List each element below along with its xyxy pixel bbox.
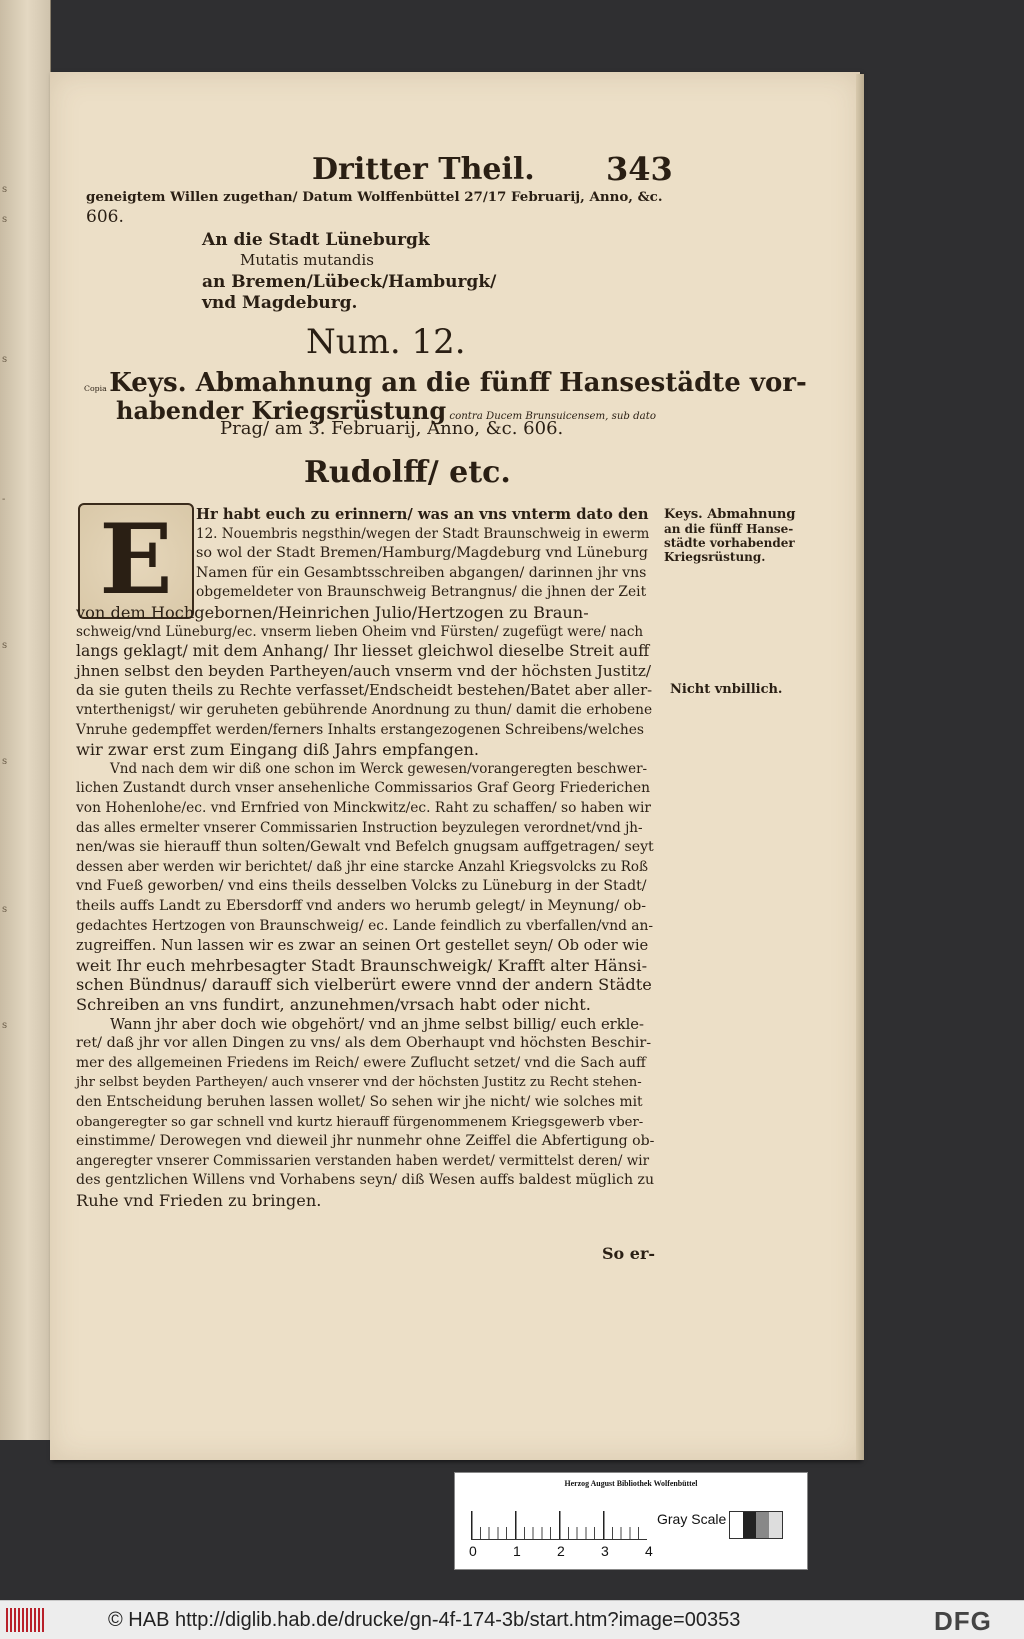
footer-copyright-link[interactable]: © HAB http://diglib.hab.de/drucke/gn-4f-174-3b/start.htm?image=00353 <box>108 1609 741 1631</box>
drop-cap-letter: E <box>99 503 173 616</box>
body-line: Namen für ein Gesambtsschreiben abgangen/ darinnen jhr vns <box>196 564 647 581</box>
body-line: Wann jhr aber doch wie obgehört/ vnd an jhme selbst billig/ euch erkle- <box>110 1015 644 1033</box>
body-line: Vnd nach dem wir diß one schon im Werck gewesen/vorangeregten beschwer- <box>110 760 648 777</box>
margin-note: an die fünff Hanse- <box>664 522 794 536</box>
body-line: da sie guten theils zu Rechte verfasset/Endscheidt bestehen/Batet aber aller- <box>76 682 653 700</box>
barcode-icon <box>6 1608 46 1632</box>
ornamental-drop-cap <box>78 503 194 619</box>
body-line: vnterthenigst/ wir geruheten gebührende Anordnung zu thun/ damit die erhobene <box>76 702 653 718</box>
body-line: das alles ermelter vnserer Commissarien Instruction beyzulegen verordnet/vnd jh- <box>76 819 643 836</box>
margin-note: Kriegsrüstung. <box>664 550 766 564</box>
gray-scale-swatch <box>729 1511 783 1539</box>
body-line: obgemeldeter von Braunschweig Betrangnus/ die jhnen der Zeit <box>196 584 647 601</box>
body-line: von Hohenlohe/ec. vnd Ernfried von Minckwitz/ec. Raht zu schaffen/ so haben wir <box>76 800 651 816</box>
body-line: jhnen selbst den beyden Partheyen/auch vnserm vnd der höchsten Justitz/ <box>76 661 652 680</box>
heading-main: Keys. Abmahnung an die fünff Hansestädte vor- <box>109 368 807 398</box>
gray-step <box>730 1512 743 1538</box>
body-line: lichen Zustandt durch vnser ansehenliche Commissarios Graf Georg Friederichen <box>76 780 651 797</box>
ruler-number: 1 <box>513 1543 521 1559</box>
address-line: An die Stadt Lüneburgk <box>202 230 430 250</box>
body-line: Ruhe vnd Frieden zu bringen. <box>76 1191 322 1210</box>
document-number-title: Num. 12. <box>306 322 466 362</box>
body-line: Hr habt euch zu erinnern/ was an vns vnterm dato den <box>196 506 649 523</box>
heading-main: habender Kriegsrüstung <box>116 396 447 425</box>
left-margin-mark: s <box>2 1020 8 1031</box>
left-margin-mark: s <box>2 904 8 915</box>
left-margin-mark: s <box>2 354 8 365</box>
gray-step <box>769 1512 782 1538</box>
body-line: nen/was sie hierauff thun solten/Gewalt vnd Befelch gnugsam auffgetragen/ seyt <box>76 839 654 856</box>
body-line: 12. Nouembris negsthin/wegen der Stadt Braunschweig in ewerm <box>196 525 650 542</box>
ruler-number: 3 <box>601 1543 609 1559</box>
body-line: mer des allgemeinen Friedens im Reich/ ewere Zuflucht setzet/ vnd die Sach auff <box>76 1054 646 1071</box>
sender-heading: Rudolff/ etc. <box>304 455 511 490</box>
left-margin-mark: s <box>2 214 8 225</box>
library-color-card <box>454 1472 808 1570</box>
body-line: langs geklagt/ mit dem Anhang/ Ihr liesset gleichwol dieselbe Streit auff <box>76 642 650 661</box>
body-line: weit Ihr euch mehrbesagter Stadt Braunschweigk/ Krafft alter Hänsi- <box>76 955 648 975</box>
library-name: Herzog August Bibliothek Wolfenbüttel <box>564 1479 698 1488</box>
top-line: geneigtem Willen zugethan/ Datum Wolffenbüttel 27/17 Februarij, Anno, &c. <box>86 189 663 205</box>
body-line: angeregter vnserer Commissarien verstanden haben werdet/ vermittelst deren/ wir <box>76 1152 650 1169</box>
gray-step <box>756 1512 769 1538</box>
body-line: theils auffs Landt zu Ebersdorff vnd anders wo herumb gelegt/ in Meynung/ ob- <box>76 898 646 914</box>
body-line: schen Bündnus/ darauff sich vielberürt ewere vnnd der andern Städte <box>76 975 652 995</box>
gray-step <box>743 1512 756 1538</box>
body-line: den Entscheidung beruhen lassen wollet/ So sehen wir jhe nicht/ wie solches mit <box>76 1094 643 1110</box>
body-line: wir zwar erst zum Eingang diß Jahrs empfangen. <box>76 740 480 760</box>
body-line: gedachtes Hertzogen von Braunschweig/ ec. Lande feindlich zu vberfallen/vnd an- <box>76 917 654 934</box>
body-line: einstimme/ Derowegen vnd dieweil jhr nunmehr ohne Zeiffel die Abfertigung ob- <box>76 1133 655 1150</box>
left-margin-mark: s <box>2 640 8 651</box>
dfg-logo: DFG <box>934 1606 992 1636</box>
body-line: schweig/vnd Lüneburg/ec. vnserm lieben Oheim vnd Fürsten/ zugefügt were/ nach <box>76 623 644 640</box>
copia-prefix: Copia <box>84 384 107 393</box>
address-line: an Bremen/Lübeck/Hamburgk/ <box>202 272 497 292</box>
running-header-title: Dritter Theil. <box>312 152 535 187</box>
body-line: obangeregter so gar schnell vnd kurtz hierauff fürgenommenem Kriegsgewerb vber- <box>76 1114 644 1130</box>
body-line: von dem Hochgebornen/Heinrichen Julio/Hertzogen zu Braun- <box>76 603 589 622</box>
left-margin-mark: - <box>2 494 6 505</box>
document-heading-line-1 <box>84 368 807 398</box>
ruler-number: 4 <box>645 1543 653 1559</box>
catchword: So er- <box>602 1244 656 1263</box>
address-line: vnd Magdeburg. <box>202 293 358 313</box>
body-line: jhr selbst beyden Partheyen/ auch vnserer vnd der höchsten Justitz zu Recht stehen- <box>76 1075 642 1091</box>
body-line: Vnruhe gedempffet werden/ferners Inhalts erstangezogenen Schreibens/welches <box>76 721 645 738</box>
body-line: Schreiben an vns fundirt, anzunehmen/vrsach habt oder nicht. <box>76 995 591 1014</box>
gray-scale-label: Gray Scale <box>657 1511 727 1527</box>
left-page-edge <box>0 0 51 1440</box>
body-line: so wol der Stadt Bremen/Hamburg/Magdeburg vnd Lüneburg <box>196 545 648 562</box>
ruler-number: 2 <box>557 1543 565 1559</box>
address-line: Mutatis mutandis <box>240 251 374 269</box>
left-margin-mark: s <box>2 184 8 195</box>
margin-note: Nicht vnbillich. <box>670 682 783 697</box>
body-line: dessen aber werden wir berichtet/ daß jhr eine starcke Anzahl Kriegsvolcks zu Roß <box>76 858 649 875</box>
margin-note: städte vorhabender <box>664 536 795 550</box>
body-line: vnd Fueß geworben/ vnd eins theils desselben Volcks zu Lüneburg in der Stadt/ <box>76 878 647 895</box>
top-line: 606. <box>86 207 124 227</box>
footer-bar <box>0 1600 1024 1639</box>
document-heading-line-3: Prag/ am 3. Februarij, Anno, &c. 606. <box>220 418 564 439</box>
heading-latin: contra Ducem Brunsuicensem, sub dato <box>449 411 656 422</box>
ruler-number: 0 <box>469 1543 477 1559</box>
body-line: zugreiffen. Nun lassen wir es zwar an seinen Ort gestellet seyn/ Ob oder wie <box>76 937 649 955</box>
page-edge <box>856 74 864 1460</box>
body-line: ret/ daß jhr vor allen Dingen zu vns/ als dem Oberhaupt vnd höchsten Beschir- <box>76 1035 652 1052</box>
scale-ruler-major-ticks <box>471 1511 647 1539</box>
left-margin-mark: s <box>2 756 8 767</box>
page-number: 343 <box>606 150 673 188</box>
body-line: des gentzlichen Willens vnd Vorhabens seyn/ diß Wesen auffs baldest müglich zu <box>76 1172 655 1189</box>
margin-note: Keys. Abmahnung <box>664 507 796 522</box>
